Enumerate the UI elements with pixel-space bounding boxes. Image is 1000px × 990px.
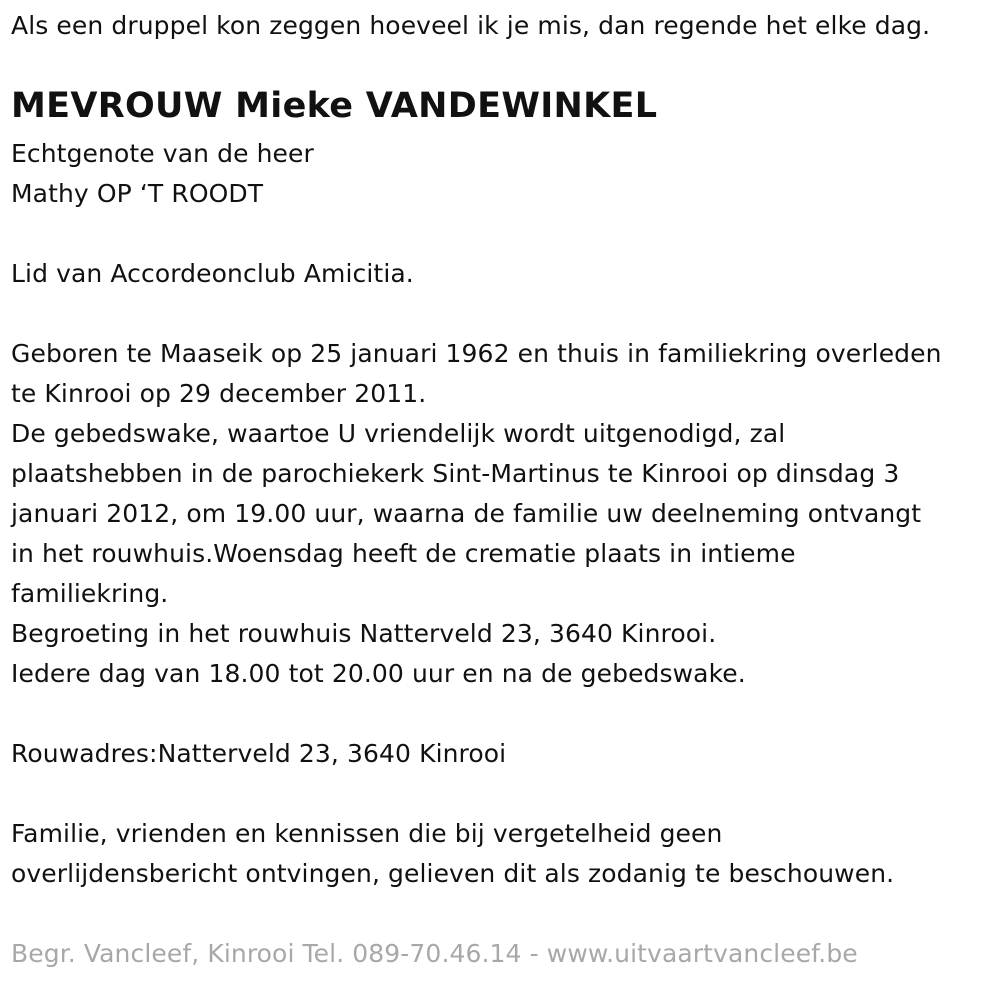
body-line: De gebedswake, waartoe U vriendelijk wordt uitgenodigd, zal	[11, 419, 786, 448]
membership-line: Lid van Accordeonclub Amicitia.	[11, 259, 414, 288]
body-line: in het rouwhuis.Woensdag heeft de crematie plaats in intieme	[11, 539, 796, 568]
body-line: Iedere dag van 18.00 tot 20.00 uur en na de gebedswake.	[11, 659, 746, 688]
body-line: te Kinrooi op 29 december 2011.	[11, 379, 427, 408]
memorial-quote: Als een druppel kon zeggen hoeveel ik je mis, dan regende het elke dag.	[11, 11, 931, 40]
deceased-name: MEVROUW Mieke VANDEWINKEL	[11, 86, 658, 126]
closing-line: overlijdensbericht ontvingen, gelieven dit als zodanig te beschouwen.	[11, 859, 895, 888]
body-line: januari 2012, om 19.00 uur, waarna de familie uw deelneming ontvangt	[11, 499, 922, 528]
body-line: Begroeting in het rouwhuis Natterveld 23, 3640 Kinrooi.	[11, 619, 717, 648]
spouse-line-1: Echtgenote van de heer	[11, 139, 314, 168]
body-line: familiekring.	[11, 579, 169, 608]
mourning-address: Rouwadres:Natterveld 23, 3640 Kinrooi	[11, 739, 507, 768]
funeral-home-footer: Begr. Vancleef, Kinrooi Tel. 089-70.46.14 - www.uitvaartvancleef.be	[11, 939, 858, 968]
body-line: Geboren te Maaseik op 25 januari 1962 en thuis in familiekring overleden	[11, 339, 942, 368]
closing-line: Familie, vrienden en kennissen die bij vergetelheid geen	[11, 819, 723, 848]
body-line: plaatshebben in de parochiekerk Sint-Martinus te Kinrooi op dinsdag 3	[11, 459, 900, 488]
spouse-line-2: Mathy OP ‘T ROODT	[11, 179, 264, 208]
